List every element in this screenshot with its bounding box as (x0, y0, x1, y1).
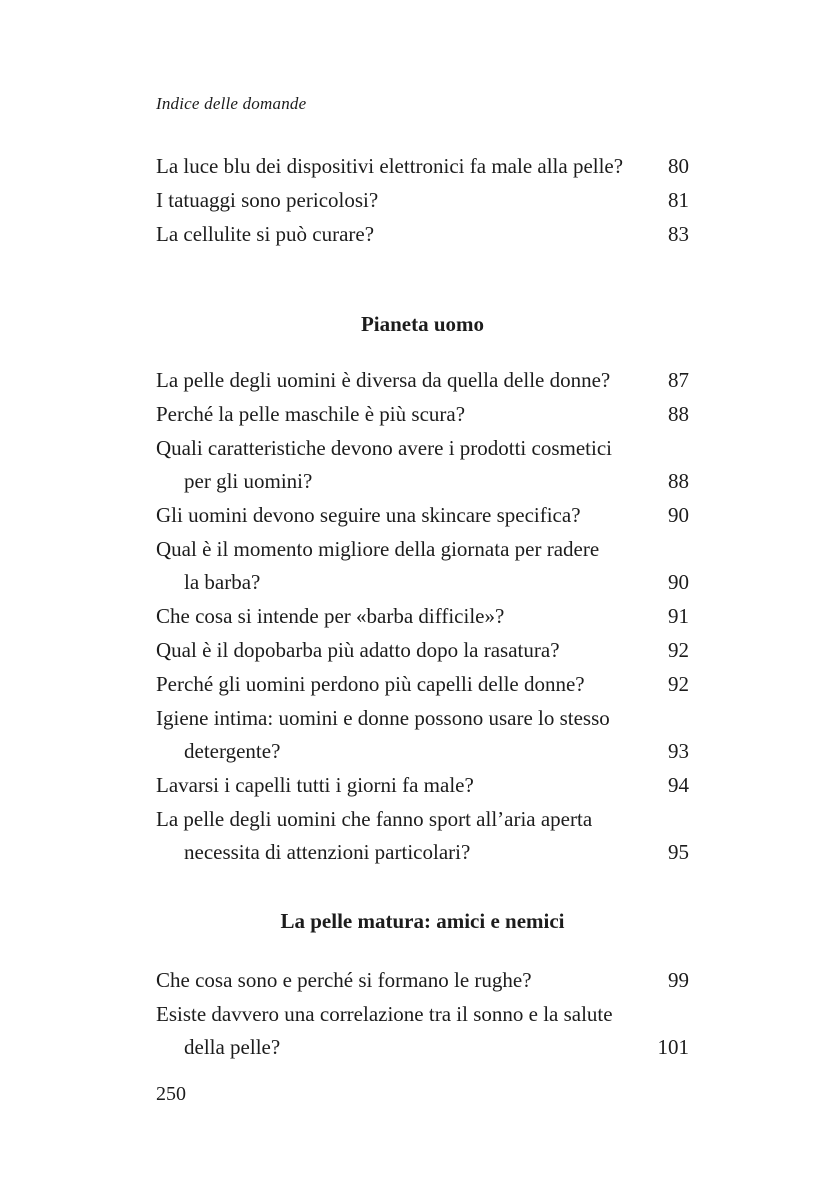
toc-entry (156, 702, 689, 768)
toc-list-continued (156, 150, 689, 252)
toc-page-number: 81 (668, 188, 689, 212)
page-number-folio: 250 (156, 1083, 186, 1105)
toc-page-number: 87 (668, 368, 689, 392)
toc-entry-text-continuation: della pelle? (184, 1035, 281, 1059)
toc-entry-text: Qual è il momento migliore della giornata per radere (156, 537, 600, 561)
toc-entry (156, 600, 689, 633)
section-heading-pianeta-uomo: Pianeta uomo (360, 312, 485, 336)
toc-entry (156, 184, 689, 217)
toc-entry (156, 964, 689, 997)
toc-entry-text: La pelle degli uomini è diversa da quella delle donne? (156, 368, 611, 392)
toc-entry-text: Perché la pelle maschile è più scura? (156, 402, 466, 426)
toc-page-number: 95 (668, 840, 689, 864)
toc-entry (156, 803, 689, 869)
toc-entry (156, 634, 689, 667)
toc-entry-text: La luce blu dei dispositivi elettronici fa male alla pelle? (156, 154, 624, 178)
toc-entry (156, 499, 689, 532)
toc-entry (156, 218, 689, 251)
toc-entry-text: Quali caratteristiche devono avere i prodotti cosmetici (156, 436, 612, 460)
toc-entry-text: Lavarsi i capelli tutti i giorni fa male? (156, 773, 474, 797)
toc-entry-text-continuation: per gli uomini? (184, 469, 313, 493)
toc-entry-text: Gli uomini devono seguire una skincare specifica? (156, 503, 581, 527)
toc-page-number: 92 (668, 638, 689, 662)
toc-list-pelle-matura (156, 964, 689, 1065)
toc-page-number: 90 (668, 570, 689, 594)
toc-entry (156, 150, 689, 183)
toc-page-number: 101 (657, 1035, 689, 1059)
toc-entry-text: Che cosa si intende per «barba difficile»? (156, 604, 505, 628)
toc-page-number: 91 (668, 604, 689, 628)
toc-page-number: 88 (668, 402, 689, 426)
toc-entry (156, 769, 689, 802)
toc-entry (156, 364, 689, 397)
toc-entry (156, 668, 689, 701)
toc-entry-text: Esiste davvero una correlazione tra il sonno e la salute (156, 1002, 613, 1026)
toc-entry-text: La cellulite si può curare? (156, 222, 375, 246)
toc-page-number: 99 (668, 968, 689, 992)
toc-page-number: 90 (668, 503, 689, 527)
toc-entry-text: Perché gli uomini perdono più capelli delle donne? (156, 672, 585, 696)
running-head: Indice delle domande (156, 94, 307, 113)
toc-page-number: 92 (668, 672, 689, 696)
toc-entry-text-continuation: necessita di attenzioni particolari? (184, 840, 471, 864)
toc-page-number: 80 (668, 154, 689, 178)
toc-entry (156, 533, 689, 599)
toc-entry (156, 432, 689, 498)
toc-entry-text-continuation: detergente? (184, 739, 281, 763)
section-heading-pelle-matura: La pelle matura: amici e nemici (280, 909, 565, 933)
toc-list-pianeta-uomo (156, 364, 689, 870)
toc-entry-text: Igiene intima: uomini e donne possono usare lo stesso (156, 706, 610, 730)
toc-entry-text: La pelle degli uomini che fanno sport all’aria aperta (156, 807, 593, 831)
toc-page-number: 94 (668, 773, 689, 797)
toc-page-number: 88 (668, 469, 689, 493)
toc-entry-text: I tatuaggi sono pericolosi? (156, 188, 379, 212)
toc-entry-text: Che cosa sono e perché si formano le rughe? (156, 968, 532, 992)
toc-page-number: 83 (668, 222, 689, 246)
toc-entry (156, 398, 689, 431)
toc-entry-text: Qual è il dopobarba più adatto dopo la rasatura? (156, 638, 560, 662)
toc-entry (156, 998, 689, 1064)
toc-entry-text-continuation: la barba? (184, 570, 261, 594)
toc-page-number: 93 (668, 739, 689, 763)
